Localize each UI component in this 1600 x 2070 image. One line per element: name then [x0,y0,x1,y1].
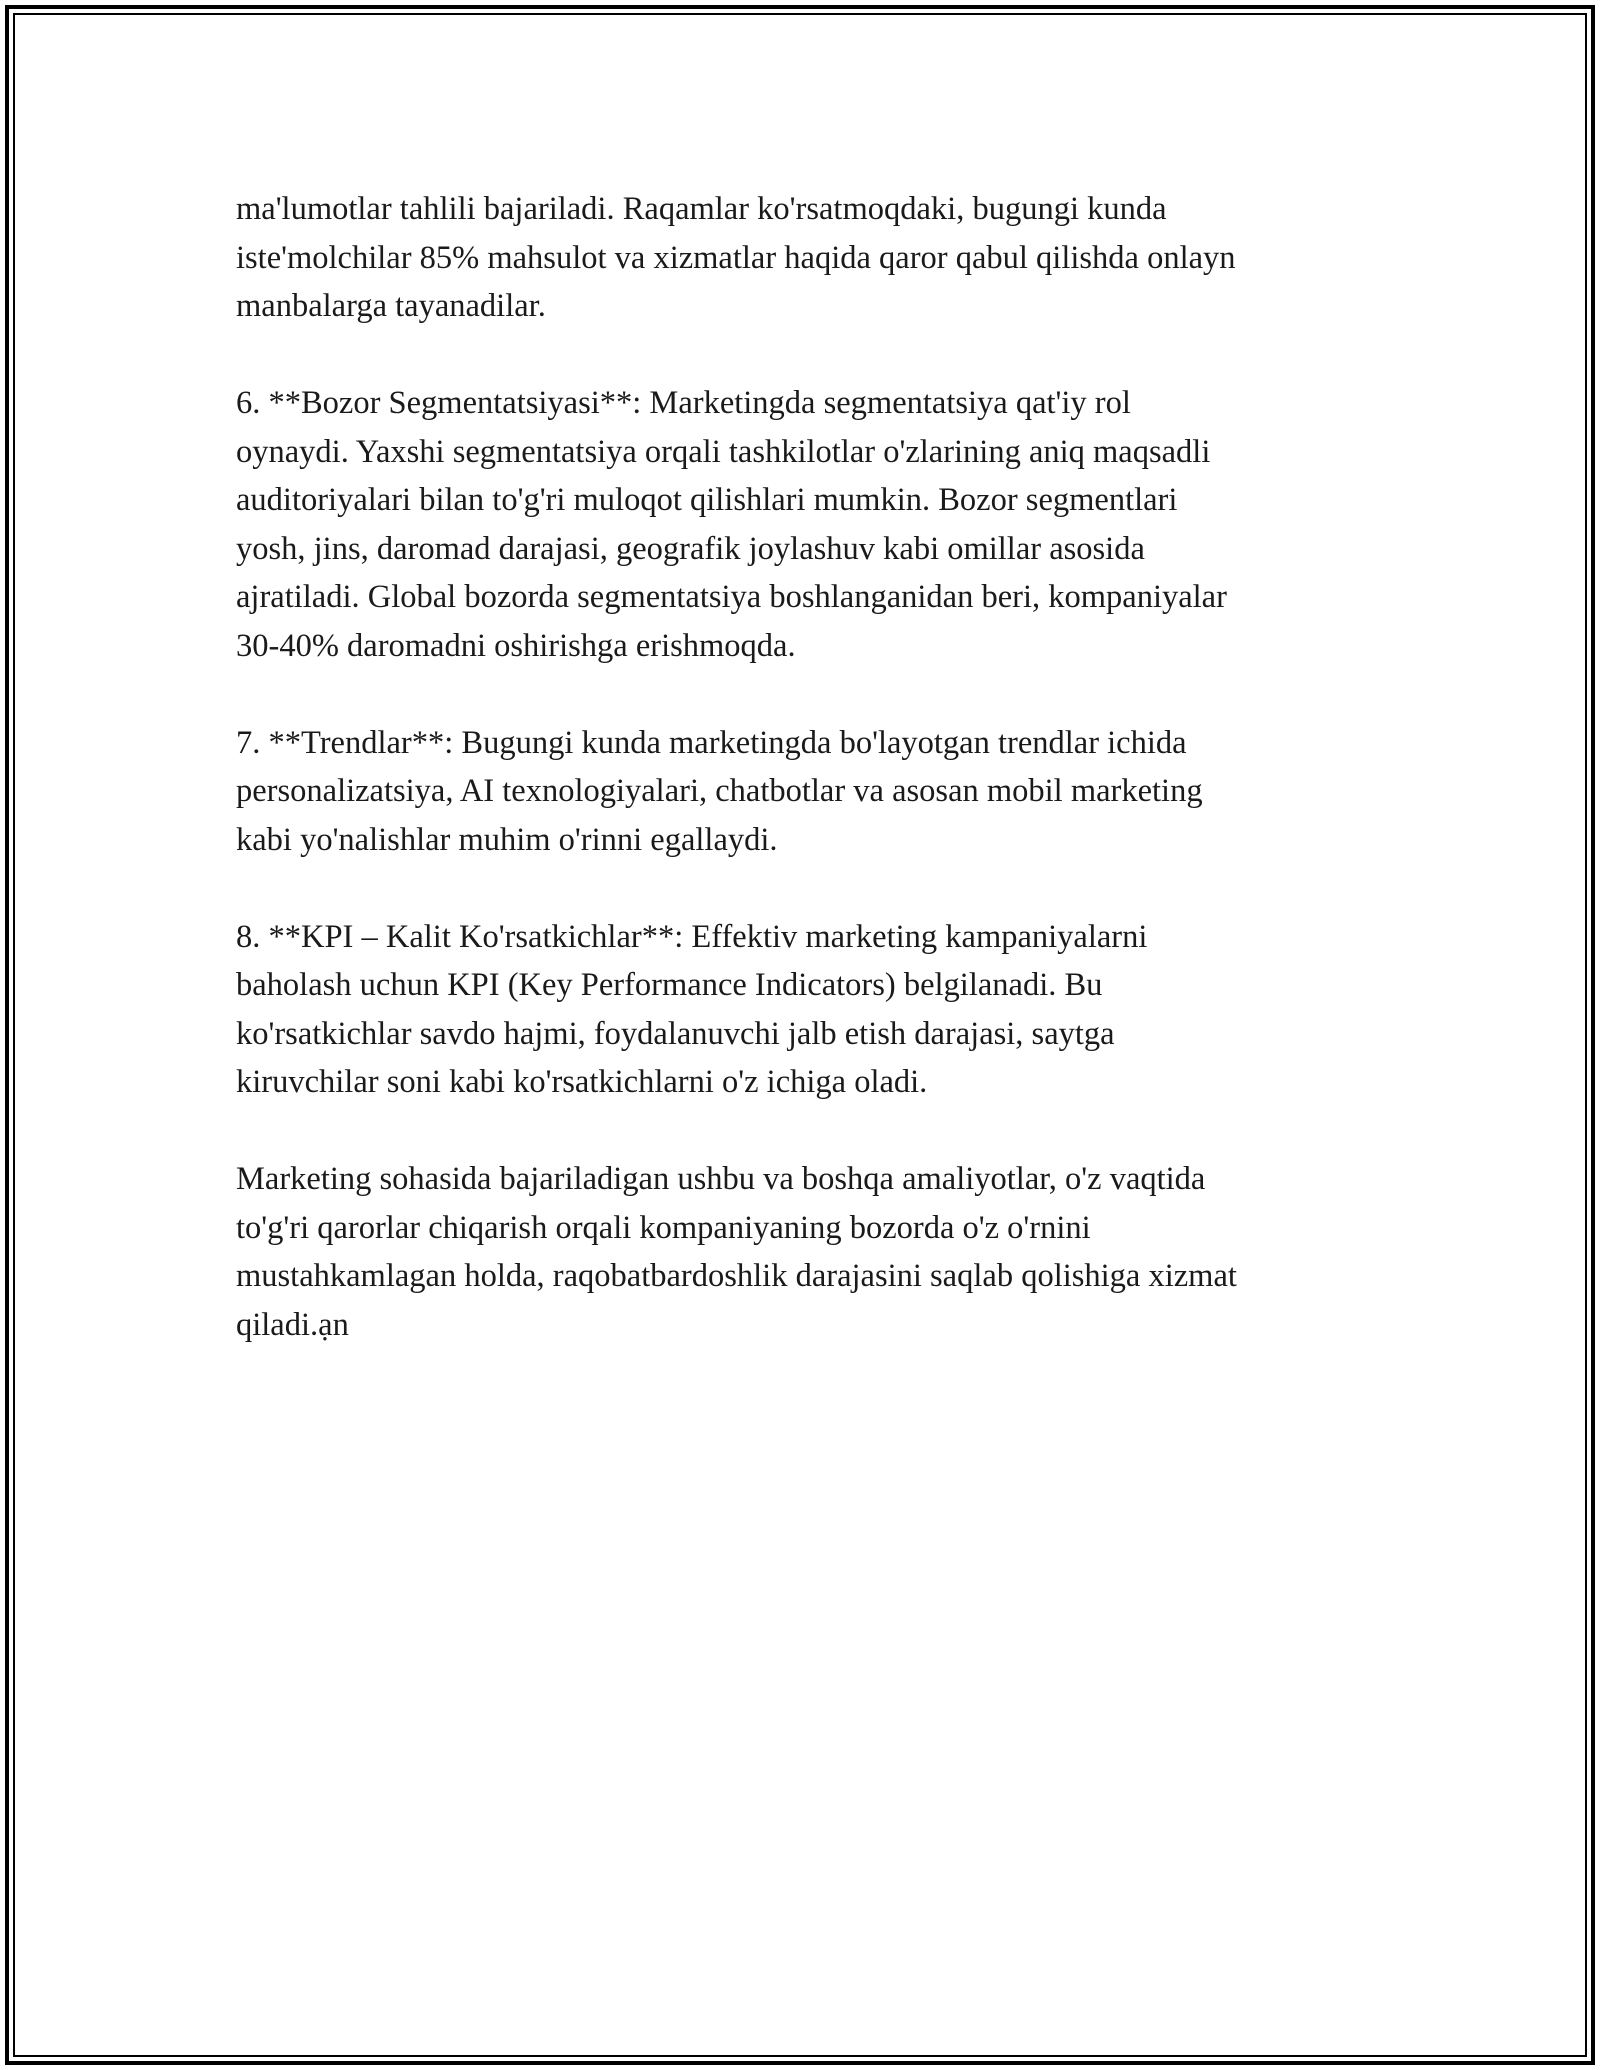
paragraph-trends: 7. **Trendlar**: Bugungi kunda marketingda bo'layotgan trendlar ichida personalizatsiya, AI texnologiyalari, chatbotlar va asosan mobil marketing kabi yo'nalishlar muhim o'rinni egallaydi. [236,724,1203,858]
paragraph-conclusion: Marketing sohasida bajariladigan ushbu va boshqa amaliyotlar, o'z vaqtida to'g'ri qarorlar chiqarish orqali kompaniyaning bozorda o'z o'rnini mustahkamlagan holda, raqobatbardoshlik darajasini saqlab qolishiga xizmat qiladi.ạn [236,1161,1237,1343]
paragraph-data-analysis: ma'lumotlar tahlili bajariladi. Raqamlar ko'rsatmoqdaki, bugungi kunda iste'molchilar 85% mahsulot va xizmatlar haqida qaror qabul qilishda onlayn manbalarga tayanadilar. [236,191,1236,324]
paragraph-market-segmentation: 6. **Bozor Segmentatsiyasi**: Marketingda segmentatsiya qat'iy rol oynaydi. Yaxshi segmentatsiya orqali tashkilotlar o'zlarining aniq maqsadli auditoriyalari bilan to'g'ri muloqot qilishlari mumkin. Bozor segmentlari yosh, jins, daromad darajasi, geografik joylashuv kabi omillar asosida ajratiladi. Global bozorda segmentatsiya boshlanganidan beri, kompaniyalar 30-40% daromadni oshirishga erishmoqda. [236,385,1227,664]
document-body [236,185,1376,1349]
paragraph-kpi: 8. **KPI – Kalit Ko'rsatkichlar**: Effektiv marketing kampaniyalarni baholash uchun KPI (Key Performance Indicators) belgilanadi. Bu ko'rsatkichlar savdo hajmi, foydalanuvchi jalb etish darajasi, saytga kiruvchilar soni kabi ko'rsatkichlarni o'z ichiga oladi. [236,918,1148,1100]
